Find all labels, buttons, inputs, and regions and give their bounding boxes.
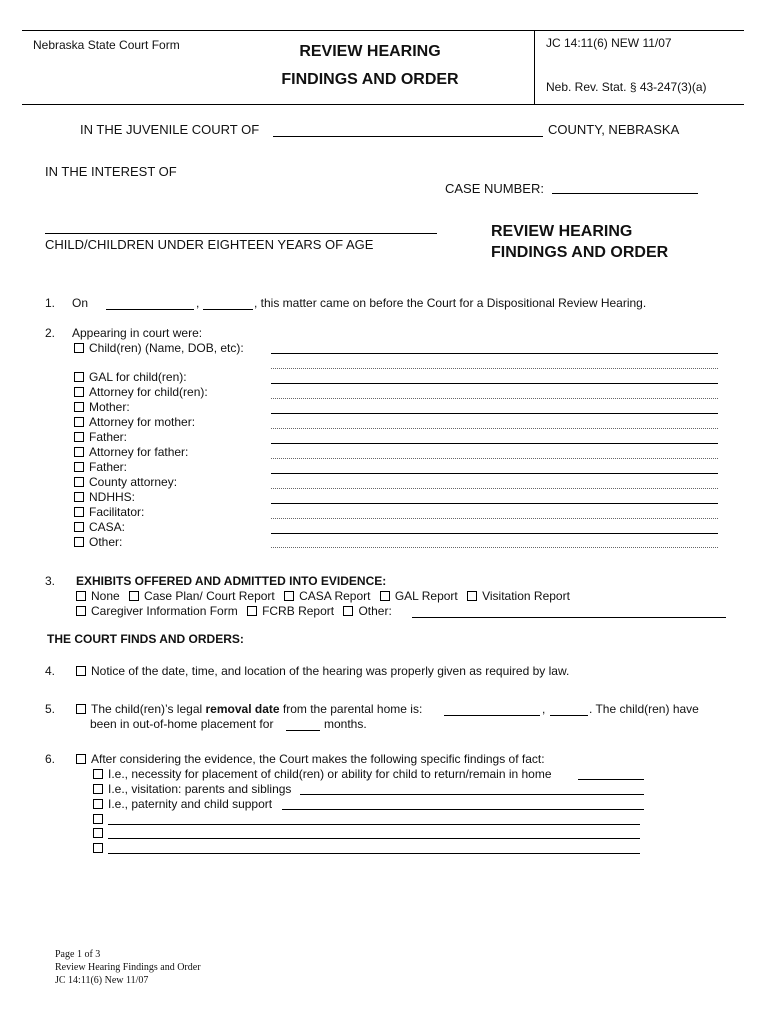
findings-heading: THE COURT FINDS AND ORDERS:	[47, 632, 244, 646]
finding-row	[93, 767, 552, 781]
party-row	[74, 415, 195, 429]
item5-text-c: ,	[542, 702, 546, 716]
party-checkbox[interactable]	[74, 477, 84, 487]
party-row	[74, 370, 187, 384]
exhibit-none-label: None	[91, 589, 120, 603]
header-title-line1: REVIEW HEARING	[299, 43, 441, 60]
item5-text-bold: removal date	[205, 702, 280, 716]
finding-label: I.e., necessity for placement of child(ren) or ability for child to return/remain in home	[108, 767, 552, 781]
party-checkbox[interactable]	[74, 462, 84, 472]
item6-checkbox[interactable]	[76, 754, 86, 764]
finding-checkbox[interactable]	[93, 843, 103, 853]
exhibit-fcrb-label: FCRB Report	[262, 604, 335, 618]
party-label: Other:	[89, 535, 123, 549]
party-row	[74, 490, 135, 504]
item1-date-field[interactable]	[106, 309, 194, 310]
party-checkbox[interactable]	[74, 522, 84, 532]
item6-text: After considering the evidence, the Court makes the following specific findings of fact:	[91, 752, 545, 766]
item5-line2-b: months.	[324, 717, 367, 731]
party-entry-line[interactable]	[271, 413, 718, 414]
county-field[interactable]	[273, 136, 543, 137]
party-checkbox[interactable]	[74, 537, 84, 547]
party-label: County attorney:	[89, 475, 178, 489]
exhibit-case-plan-checkbox[interactable]	[129, 591, 139, 601]
exhibits-row-2	[76, 604, 392, 618]
finding-checkbox[interactable]	[93, 769, 103, 779]
exhibit-gal-label: GAL Report	[394, 589, 458, 603]
item4-checkbox[interactable]	[76, 666, 86, 676]
party-label: GAL for child(ren):	[89, 370, 187, 384]
statute: Neb. Rev. Stat. § 43-247(3)(a)	[546, 80, 707, 94]
finding-entry-line[interactable]	[282, 809, 644, 810]
footer-page: Page 1 of 3	[55, 949, 101, 960]
finding-checkbox[interactable]	[93, 828, 103, 838]
finding-label: I.e., paternity and child support	[108, 797, 273, 811]
party-row	[74, 385, 208, 399]
children-label: CHILD/CHILDREN UNDER EIGHTEEN YEARS OF AGE	[45, 237, 374, 252]
party-label: NDHHS:	[89, 490, 136, 504]
exhibit-caregiver-checkbox[interactable]	[76, 606, 86, 616]
finding-entry-line[interactable]	[578, 779, 644, 780]
interest-of: IN THE INTEREST OF	[45, 164, 177, 179]
court-suffix: COUNTY, NEBRASKA	[548, 122, 680, 137]
exhibit-case-plan-label: Case Plan/ Court Report	[144, 589, 275, 603]
party-entry-line[interactable]	[271, 547, 718, 548]
exhibit-other-checkbox[interactable]	[343, 606, 353, 616]
party-row	[74, 430, 127, 444]
item5-text-a: The child(ren)’s legal	[91, 702, 206, 716]
party-label: Attorney for child(ren):	[89, 385, 208, 399]
item5-line2-a: been in out-of-home placement for	[90, 717, 274, 731]
party-entry-line[interactable]	[271, 458, 718, 459]
form-label: Nebraska State Court Form	[33, 38, 180, 52]
case-number-label: CASE NUMBER:	[445, 181, 544, 196]
caption-title	[491, 221, 668, 263]
item3-number: 3.	[45, 574, 56, 588]
case-number-field[interactable]	[552, 193, 698, 194]
party-entry-line[interactable]	[271, 518, 718, 519]
item6-number: 6.	[45, 752, 56, 766]
finding-checkbox[interactable]	[93, 784, 103, 794]
exhibit-other-label: Other:	[358, 604, 392, 618]
footer-code: JC 14:11(6) New 11/07	[55, 975, 149, 986]
removal-date-field[interactable]	[444, 715, 540, 716]
item2-heading: Appearing in court were:	[72, 326, 203, 340]
exhibit-other-field[interactable]	[412, 617, 726, 618]
party-checkbox[interactable]	[74, 432, 84, 442]
item6-line	[76, 752, 545, 766]
finding-row	[93, 782, 291, 796]
party-entry-line[interactable]	[271, 368, 718, 369]
item4-line	[76, 664, 569, 678]
party-entry-line[interactable]	[271, 473, 718, 474]
party-row	[74, 460, 127, 474]
caption-title-line2: FINDINGS AND ORDER	[491, 244, 669, 261]
exhibit-gal-checkbox[interactable]	[380, 591, 390, 601]
party-label: Facilitator:	[89, 505, 145, 519]
item1-text-a: On	[72, 296, 89, 310]
item5-line1	[76, 702, 422, 716]
party-label: Father:	[89, 430, 128, 444]
item2-number: 2.	[45, 326, 56, 340]
item5-text-b: from the parental home is:	[279, 702, 423, 716]
party-entry-line[interactable]	[271, 443, 718, 444]
header-title-line2: FINDINGS AND ORDER	[281, 71, 459, 88]
party-label: Mother:	[89, 400, 130, 414]
party-entry-line[interactable]	[271, 503, 718, 504]
form-code: JC 14:11(6) NEW 11/07	[546, 36, 672, 50]
party-label: Attorney for mother:	[89, 415, 196, 429]
party-checkbox[interactable]	[74, 492, 84, 502]
party-label: Attorney for father:	[89, 445, 189, 459]
party-entry-line[interactable]	[271, 533, 718, 534]
exhibits-row-1	[76, 589, 570, 603]
party-entry-line[interactable]	[271, 353, 718, 354]
party-checkbox[interactable]	[74, 387, 84, 397]
finding-entry-line[interactable]	[108, 853, 640, 854]
child-name-field[interactable]	[45, 233, 437, 234]
party-checkbox[interactable]	[74, 372, 84, 382]
party-row	[74, 520, 125, 534]
party-label: Father:	[89, 460, 128, 474]
footer	[55, 948, 201, 987]
item1-text-b: ,	[196, 296, 200, 310]
party-entry-line[interactable]	[271, 428, 718, 429]
party-entry-line[interactable]	[271, 383, 718, 384]
finding-checkbox[interactable]	[93, 799, 103, 809]
item1-year-field[interactable]	[203, 309, 253, 310]
party-row	[74, 475, 177, 489]
exhibit-visitation-label: Visitation Report	[482, 589, 570, 603]
item4-text: Notice of the date, time, and location of the hearing was properly given as required by law.	[91, 664, 570, 678]
party-label: CASA:	[89, 520, 126, 534]
court-prefix: IN THE JUVENILE COURT OF	[80, 122, 260, 137]
exhibit-none-checkbox[interactable]	[76, 591, 86, 601]
item1-number: 1.	[45, 296, 56, 310]
exhibit-visitation-checkbox[interactable]	[467, 591, 477, 601]
removal-year-field[interactable]	[550, 715, 588, 716]
party-checkbox[interactable]	[74, 343, 84, 353]
item5-text-d: . The child(ren) have	[589, 702, 699, 716]
party-checkbox[interactable]	[74, 402, 84, 412]
party-row	[74, 505, 144, 519]
party-row	[74, 400, 130, 414]
party-entry-line[interactable]	[271, 398, 718, 399]
party-row	[74, 341, 244, 355]
exhibit-casa-checkbox[interactable]	[284, 591, 294, 601]
finding-label: I.e., visitation: parents and siblings	[108, 782, 292, 796]
finding-row	[93, 812, 108, 826]
party-entry-line[interactable]	[271, 488, 718, 489]
item4-number: 4.	[45, 664, 56, 678]
finding-row	[93, 826, 108, 840]
party-checkbox[interactable]	[74, 447, 84, 457]
months-field[interactable]	[286, 730, 320, 731]
party-checkbox[interactable]	[74, 417, 84, 427]
caption-title-line1: REVIEW HEARING	[491, 223, 633, 240]
party-row	[74, 535, 122, 549]
finding-row	[93, 841, 108, 855]
exhibit-casa-label: CASA Report	[299, 589, 371, 603]
finding-row	[93, 797, 272, 811]
party-checkbox[interactable]	[74, 507, 84, 517]
header-title	[254, 38, 486, 94]
finding-entry-line[interactable]	[300, 794, 644, 795]
finding-entry-line[interactable]	[108, 824, 640, 825]
item3-heading: EXHIBITS OFFERED AND ADMITTED INTO EVIDENCE:	[76, 574, 387, 588]
exhibit-fcrb-checkbox[interactable]	[247, 606, 257, 616]
finding-entry-line[interactable]	[108, 838, 640, 839]
exhibit-caregiver-label: Caregiver Information Form	[91, 604, 238, 618]
finding-checkbox[interactable]	[93, 814, 103, 824]
footer-title: Review Hearing Findings and Order	[55, 962, 201, 973]
item1-text-c: , this matter came on before the Court for a Dispositional Review Hearing.	[254, 296, 647, 310]
party-label: Child(ren) (Name, DOB, etc):	[89, 341, 244, 355]
party-row	[74, 445, 188, 459]
item5-checkbox[interactable]	[76, 704, 86, 714]
item5-number: 5.	[45, 702, 56, 716]
